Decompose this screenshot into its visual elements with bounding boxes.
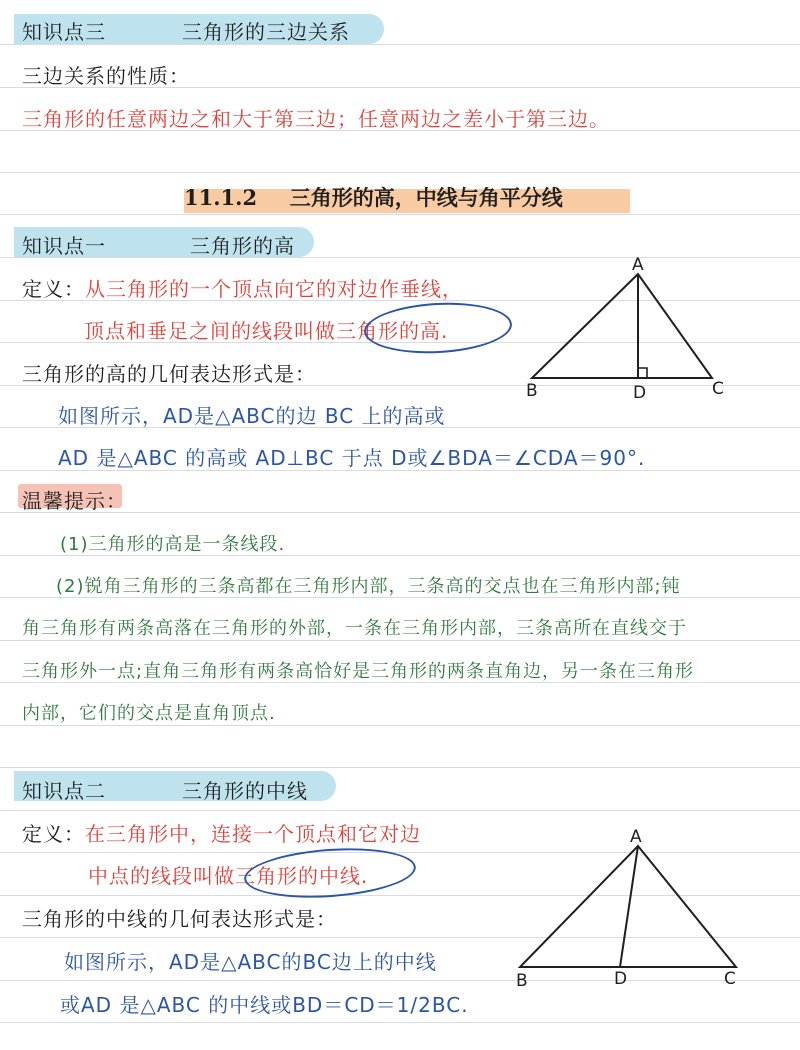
median-ad [620, 846, 638, 967]
tip-2-line1: (2)锐角三角形的三条高都在三角形内部，三条高的交点也在三角形内部;钝 [56, 576, 681, 597]
kp3-property-text: 三角形的任意两边之和大于第三边；任意两边之差小于第三边。 [22, 107, 610, 131]
kp3-title: 三角形的三边关系 [182, 20, 350, 44]
tip-2-line2: 角三角形有两条高落在三角形的外部，一条在三角形内部，三条高所在直线交于 [22, 618, 687, 639]
kp2-title: 三角形的中线 [182, 779, 308, 803]
kp2-definition-label: 定义： [22, 822, 85, 846]
section-number: 11.1.2 [184, 185, 258, 210]
kp2-definition-text1: 在三角形中，连接一个顶点和它对边 [85, 822, 421, 846]
kp1-title: 三角形的高 [190, 234, 295, 258]
kp2-geometry-heading: 三角形的中线的几何表达形式是： [22, 907, 337, 931]
kp1-definition-term: 三角形的高. [336, 319, 449, 343]
section-heading: 三角形的高，中线与角平分线 [289, 185, 563, 210]
kp1-definition-line1 [22, 273, 463, 302]
kp1-tag: 知识点一 [22, 234, 106, 258]
tip-2-line4: 内部，它们的交点是直角顶点. [22, 703, 276, 724]
median-triangle-figure [506, 822, 756, 992]
altitude-triangle-figure [520, 256, 740, 406]
kp1-geometry-heading: 三角形的高的几何表达形式是： [22, 362, 316, 386]
vertex-c-label: C [712, 379, 724, 399]
kp2-tag: 知识点二 [22, 779, 106, 803]
vertex-a-label: A [632, 256, 644, 275]
kp2-geometry-line1: 如图所示，AD是△ABC的BC边上的中线 [64, 950, 437, 974]
right-angle-mark [638, 368, 647, 378]
midpoint-d-label: D [614, 969, 628, 989]
kp3-tag: 知识点三 [22, 20, 106, 44]
kp1-geometry-line1: 如图所示，AD是△ABC的边 BC 上的高或 [58, 404, 446, 428]
kp1-geometry-line2: AD 是△ABC 的高或 AD⊥BC 于点 D或∠BDA＝∠CDA＝90°. [58, 446, 646, 470]
tip-1: (1)三角形的高是一条线段. [60, 534, 286, 555]
vertex-b-label: B [526, 381, 538, 401]
vertex-a-label: A [630, 827, 642, 847]
kp2-geometry-line2: 或AD 是△ABC 的中线或BD＝CD＝1/2BC. [60, 993, 469, 1017]
vertex-b-label: B [516, 971, 528, 991]
section-title [184, 182, 563, 212]
tips-heading: 温馨提示： [22, 489, 127, 513]
kp2-definition-line1 [22, 818, 421, 847]
kp2-definition-text2: 中点的线段叫做 [88, 864, 235, 888]
vertex-c-label: C [724, 969, 736, 989]
kp1-definition-label: 定义： [22, 277, 85, 301]
tip-2-line3: 三角形外一点;直角三角形有两条高恰好是三角形的两条直角边，另一条在三角形 [22, 661, 695, 682]
foot-d-label: D [633, 383, 647, 403]
kp2-definition-term: 三角形的中线. [235, 864, 369, 888]
kp3-property-heading: 三边关系的性质： [22, 64, 190, 88]
kp1-definition-text2: 顶点和垂足之间的线段叫做 [84, 319, 336, 343]
triangle-abc [532, 274, 712, 378]
kp1-term-circle [363, 299, 513, 357]
kp1-definition-text1: 从三角形的一个顶点向它的对边作垂线， [85, 277, 463, 301]
